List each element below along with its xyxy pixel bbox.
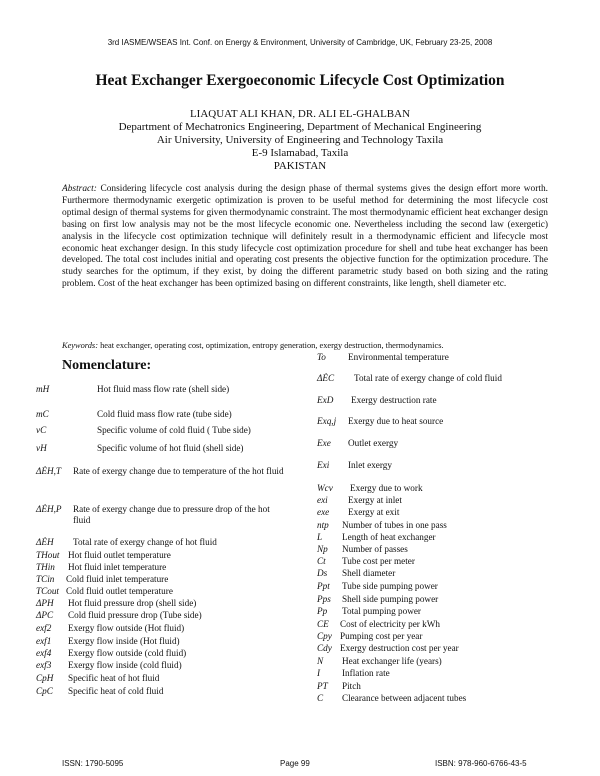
description: Exergy flow inside (Hot fluid) — [68, 636, 180, 646]
paper-title: Heat Exchanger Exergoeconomic Lifecycle Cost Optimization — [95, 72, 505, 89]
description: Exergy at exit — [348, 507, 400, 517]
keywords — [62, 341, 548, 350]
nomenclature-right-item — [317, 606, 572, 617]
symbol: C — [317, 693, 324, 703]
description: Exergy at inlet — [348, 495, 402, 505]
description: Pitch — [342, 681, 361, 691]
affiliation-1: Department of Mechatronics Engineering, Department of Mechanical Engineering — [118, 121, 482, 133]
symbol: THout — [36, 550, 60, 560]
symbol: mC — [36, 409, 49, 419]
nomenclature-right-item — [317, 681, 572, 692]
nomenclature-right-item — [317, 631, 570, 642]
description: Total rate of exergy change of cold fluid — [354, 373, 502, 383]
symbol: exf1 — [36, 636, 52, 646]
footer-isbn: ISBN: 978-960-6766-43-5 — [435, 759, 527, 768]
nomenclature-right-item — [317, 581, 572, 592]
nomenclature-left-item — [36, 550, 268, 561]
footer-page: Page 99 — [280, 759, 310, 768]
symbol: Ppt — [317, 581, 330, 591]
symbol: exf3 — [36, 660, 52, 670]
description: Exergy destruction rate — [351, 395, 437, 405]
symbol: ΔĖH — [36, 537, 54, 547]
description: Number of passes — [342, 544, 408, 554]
description: Tube cost per meter — [342, 556, 415, 566]
description: Inflation rate — [342, 668, 390, 678]
nomenclature-left-item — [36, 623, 268, 634]
conference-header: 3rd IASME/WSEAS Int. Conf. on Energy & Environment, University of Cambridge, UK, February 23-25, 2008 — [107, 38, 493, 47]
symbol: Pps — [317, 594, 331, 604]
authors: LIAQUAT ALI KHAN, DR. ALI EL-GHALBAN — [189, 108, 411, 120]
affiliation-2: Air University, University of Engineering and Technology Taxila — [156, 134, 444, 146]
symbol: THin — [36, 562, 55, 572]
description: Number of tubes in one pass — [342, 520, 447, 530]
nomenclature-left-item — [36, 636, 268, 647]
country: PAKISTAN — [273, 160, 327, 172]
symbol: To — [317, 352, 326, 362]
symbol: Cpy — [317, 631, 332, 641]
symbol: ntp — [317, 520, 329, 530]
symbol: L — [317, 532, 323, 542]
nomenclature-left-item — [36, 384, 297, 395]
symbol: TCin — [36, 574, 55, 584]
symbol: ExD — [317, 395, 334, 405]
nomenclature-left-item — [36, 610, 268, 621]
nomenclature-right-item — [317, 619, 570, 630]
symbol: PT — [317, 681, 328, 691]
nomenclature-right-item — [317, 643, 570, 654]
nomenclature-left-item — [36, 660, 268, 671]
symbol: Exq,j — [317, 416, 337, 426]
description: Shell diameter — [342, 568, 396, 578]
symbol: ΔĖH,T — [36, 466, 62, 476]
description: Pumping cost per year — [340, 631, 423, 641]
description: Rate of exergy change due to temperature of the hot fluid — [73, 466, 284, 476]
description: Exergy due to heat source — [348, 416, 444, 426]
nomenclature-right-item — [317, 395, 581, 406]
nomenclature-left-item — [36, 425, 297, 436]
nomenclature-right-item — [317, 460, 578, 471]
description: Cold fluid pressure drop (Tube side) — [68, 610, 202, 620]
symbol: N — [317, 656, 324, 666]
symbol: CpC — [36, 686, 53, 696]
symbol: Wcv — [317, 483, 333, 493]
abstract-label: Abstract: — [62, 184, 97, 194]
symbol: ΔĖC — [317, 373, 335, 383]
nomenclature-left-item — [36, 409, 297, 420]
symbol: CpH — [36, 673, 54, 683]
nomenclature-right-item — [317, 520, 572, 531]
nomenclature-left-item — [36, 648, 268, 659]
nomenclature-left-item — [36, 504, 288, 526]
nomenclature-right-item — [317, 544, 572, 555]
symbol: ΔPC — [36, 610, 54, 620]
abstract — [62, 184, 548, 291]
description: Hot fluid pressure drop (shell side) — [68, 598, 197, 608]
description: Hot fluid mass flow rate (shell side) — [97, 384, 230, 394]
nomenclature-left-item — [36, 574, 266, 585]
keywords-text: heat exchanger, operating cost, optimization, entropy generation, exergy destruction, thermodynamics. — [100, 341, 444, 350]
nomenclature-left-item — [36, 466, 288, 477]
description: Specific volume of hot fluid (shell side) — [97, 443, 244, 453]
description: Total pumping power — [342, 606, 421, 616]
description: Cost of electricity per kWh — [340, 619, 441, 629]
description: Environmental temperature — [348, 352, 449, 362]
nomenclature-left-item — [36, 686, 268, 697]
description: Specific heat of cold fluid — [68, 686, 164, 696]
symbol: Exe — [317, 438, 331, 448]
nomenclature-right-item — [317, 373, 584, 384]
nomenclature-right-item — [317, 693, 572, 704]
description: Cold fluid outlet temperature — [66, 586, 173, 596]
symbol: TCout — [36, 586, 59, 596]
symbol: Np — [317, 544, 328, 554]
description: Clearance between adjacent tubes — [342, 693, 467, 703]
nomenclature-right-item — [317, 352, 578, 363]
address: E-9 Islamabad, Taxila — [251, 147, 349, 159]
nomenclature-left-item — [36, 562, 268, 573]
description: Outlet exergy — [348, 438, 399, 448]
nomenclature-right-item — [317, 532, 572, 543]
nomenclature-right-item — [317, 594, 572, 605]
description: Hot fluid outlet temperature — [68, 550, 171, 560]
description: Exergy flow outside (Hot fluid) — [68, 623, 185, 633]
symbol: vC — [36, 425, 47, 435]
description: Heat exchanger life (years) — [342, 656, 442, 666]
description: Exergy destruction cost per year — [340, 643, 459, 653]
symbol: Cdy — [317, 643, 332, 653]
description: Exergy flow inside (cold fluid) — [68, 660, 182, 670]
description: Cold fluid mass flow rate (tube side) — [97, 409, 232, 419]
nomenclature-right-item — [317, 483, 580, 494]
nomenclature-right-item — [317, 568, 572, 579]
nomenclature-right-item — [317, 416, 578, 427]
description: Cold fluid inlet temperature — [66, 574, 169, 584]
keywords-label: Keywords: — [62, 341, 98, 350]
nomenclature-left-item — [36, 443, 297, 454]
symbol: vH — [36, 443, 47, 453]
description: Total rate of exergy change of hot fluid — [73, 537, 217, 547]
description: Length of heat exchanger — [342, 532, 436, 542]
description: Exergy due to work — [350, 483, 423, 493]
description: Shell side pumping power — [342, 594, 439, 604]
description: Rate of exergy change due to pressure drop of the hot fluid — [73, 504, 270, 525]
nomenclature-right-item — [317, 656, 572, 667]
symbol: exe — [317, 507, 330, 517]
symbol: ΔĖH,P — [36, 504, 62, 514]
nomenclature-left-item — [36, 598, 268, 609]
symbol: exf4 — [36, 648, 52, 658]
nomenclature-right-item — [317, 556, 572, 567]
symbol: I — [317, 668, 321, 678]
symbol: exf2 — [36, 623, 52, 633]
symbol: mH — [36, 384, 50, 394]
nomenclature-right-item — [317, 668, 572, 679]
symbol: CE — [317, 619, 329, 629]
nomenclature-right-item — [317, 507, 578, 518]
symbol: Exi — [317, 460, 330, 470]
description: Specific volume of cold fluid ( Tube side) — [97, 425, 251, 435]
symbol: exi — [317, 495, 328, 505]
description: Exergy flow outside (cold fluid) — [68, 648, 187, 658]
abstract-text: Considering lifecycle cost analysis during the design phase of thermal systems gives the design effort more worth. Furthermore thermodynamic exergetic optimization is proven to be useful method for determining the most lifecycle cost optimal design of thermal systems for given thermodynamic constraint. The most thermodynamic efficient heat exchanger design basing on first low analysis may not be the most lifecycle economic one. Nevertheless including the second law (exergetic) analysis in the lifecycle cost optimization technique will definitely result in a thermodynamic efficient and lifecycle most economic heat exchanger design. In this study lifecycle cost optimization procedure for shell and tube heat exchanger has been developed. The total cost includes initial and operating cost presents the objective function for the optimization procedure. The study searches for the optimum, if they exist, by doing the different parametric study based on both sizing and the rating problem. Cost of the heat exchanger has been optimized basing on different constraints, like length, shell diameter etc. — [62, 184, 548, 290]
symbol: Pp — [317, 606, 328, 616]
nomenclature-left-item — [36, 537, 293, 548]
footer-issn: ISSN: 1790-5095 — [62, 759, 124, 768]
description: Inlet exergy — [348, 460, 392, 470]
nomenclature-right-item — [317, 495, 578, 506]
description: Tube side pumping power — [342, 581, 438, 591]
symbol: Ct — [317, 556, 326, 566]
nomenclature-heading: Nomenclature: — [62, 358, 152, 373]
nomenclature-right-item — [317, 438, 578, 449]
nomenclature-left-item — [36, 673, 268, 684]
symbol: ΔPH — [36, 598, 54, 608]
description: Hot fluid inlet temperature — [68, 562, 167, 572]
description: Specific heat of hot fluid — [68, 673, 160, 683]
symbol: Ds — [317, 568, 328, 578]
nomenclature-left-item — [36, 586, 266, 597]
